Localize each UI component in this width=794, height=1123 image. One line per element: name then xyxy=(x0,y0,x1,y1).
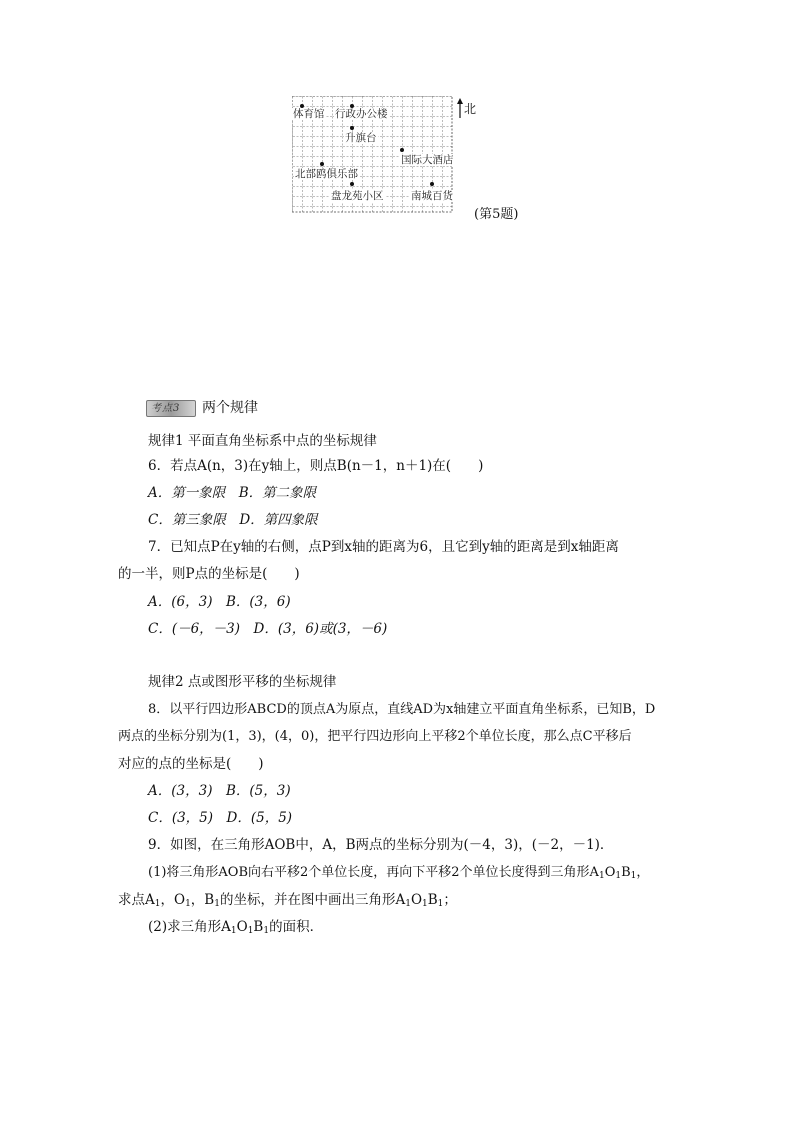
q9-p1b: O xyxy=(604,865,616,880)
q9-part1-line1 xyxy=(148,864,649,882)
map-figure xyxy=(292,96,460,214)
q9-part2 xyxy=(148,918,323,936)
q9-sub: 1 xyxy=(437,899,444,909)
q6-options-ab: A．第一象限 B．第二象限 xyxy=(148,485,317,501)
rule1-title: 规律1 平面直角坐标系中点的坐标规律 xyxy=(148,433,377,449)
q7-options-cd: C．(－6，－3) D．(3，6)或(3，－6) xyxy=(148,621,388,637)
q7-options-ab: A．(6，3) B．(3，6) xyxy=(148,594,291,610)
rule2-title: 规律2 点或图形平移的坐标规律 xyxy=(148,674,337,690)
store-dot xyxy=(430,182,434,186)
q9-sub: 1 xyxy=(630,871,637,881)
q8-options-cd: C．(3，5) D．(5，5) xyxy=(148,810,293,826)
q7-text-1: 7．已知点P在y轴的右侧，点P到x轴的距离为6，且它到y轴的距离是到x轴距离 xyxy=(148,539,619,555)
q9-sub: 1 xyxy=(615,871,622,881)
q8-text-3: 对应的点的坐标是( ) xyxy=(118,756,264,772)
q8-text-1: 8．以平行四边形ABCD的顶点A为原点，直线AD为x轴建立平面直角坐标系，已知B，D xyxy=(148,702,656,717)
club-dot xyxy=(320,162,324,166)
q9-sub: 1 xyxy=(230,926,237,936)
q9-sub: 1 xyxy=(598,871,605,881)
panlong-dot xyxy=(350,182,354,186)
q9-p1h: 的坐标，并在图中画出三角形A xyxy=(219,892,406,908)
q9-p1e: 求点A xyxy=(118,892,155,908)
label-gym: 体育馆 xyxy=(293,108,325,120)
q9-p2a: (2)求三角形A xyxy=(148,919,231,935)
q9-sub: 1 xyxy=(422,899,428,909)
q6-options-cd: C．第三象限 D．第四象限 xyxy=(148,512,318,528)
label-store: 南城百货 xyxy=(411,190,453,202)
label-hotel: 国际大酒店 xyxy=(401,154,454,166)
q9-p2c: B xyxy=(253,919,264,935)
north-label: 北 xyxy=(464,102,477,116)
hotel-dot xyxy=(400,148,404,152)
section-badge-text: 考点3 xyxy=(151,402,181,414)
q9-p1k: ； xyxy=(443,892,457,908)
q9-p1a: (1)将三角形AOB向右平移2个单位长度，再向下平移2个单位长度得到三角形A xyxy=(148,865,599,880)
q7-text-2: 的一半，则P点的坐标是( ) xyxy=(118,566,300,582)
label-office: 行政办公楼 xyxy=(335,108,388,120)
q9-sub: 1 xyxy=(247,926,254,936)
q9-p1j: B xyxy=(427,892,438,908)
q9-p1i: O xyxy=(410,892,423,908)
section-header xyxy=(146,397,258,417)
label-panlong: 盘龙苑小区 xyxy=(331,190,384,202)
figure-caption: (第5题) xyxy=(474,207,519,222)
q8-options-ab: A．(3，3) B．(5，3) xyxy=(148,783,291,799)
q9-p1g: ，B xyxy=(190,892,215,908)
q9-p1d: ， xyxy=(636,865,650,880)
section-title: 两个规律 xyxy=(202,400,258,416)
q9-p1c: B xyxy=(621,865,631,880)
flag-dot xyxy=(350,126,354,130)
q9-text-1: 9．如图，在三角形AOB中，A，B两点的坐标分别为(－4，3)，(－2，－1)． xyxy=(148,837,614,853)
q8-text-2: 两点的坐标分别为(1，3)，(4，0)，把平行四边形向上平移2个单位长度，那么点C平移后 xyxy=(118,729,632,744)
north-arrow-icon xyxy=(456,98,464,118)
label-flag: 升旗台 xyxy=(345,132,377,144)
q9-p1f: ，O xyxy=(160,892,186,908)
q9-p2b: O xyxy=(236,919,248,935)
q9-p2d: 的面积． xyxy=(269,919,324,935)
q9-sub: 1 xyxy=(405,899,411,909)
q9-sub: 1 xyxy=(154,899,161,909)
q9-part1-line2 xyxy=(118,891,457,909)
q9-sub: 1 xyxy=(263,926,270,936)
q6-text: 6．若点A(n，3)在y轴上，则点B(n－1，n＋1)在( ) xyxy=(148,458,484,474)
label-club: 北部鸥俱乐部 xyxy=(295,168,358,180)
section-badge xyxy=(146,400,196,417)
q9-sub: 1 xyxy=(214,899,220,909)
q9-sub: 1 xyxy=(185,899,191,909)
